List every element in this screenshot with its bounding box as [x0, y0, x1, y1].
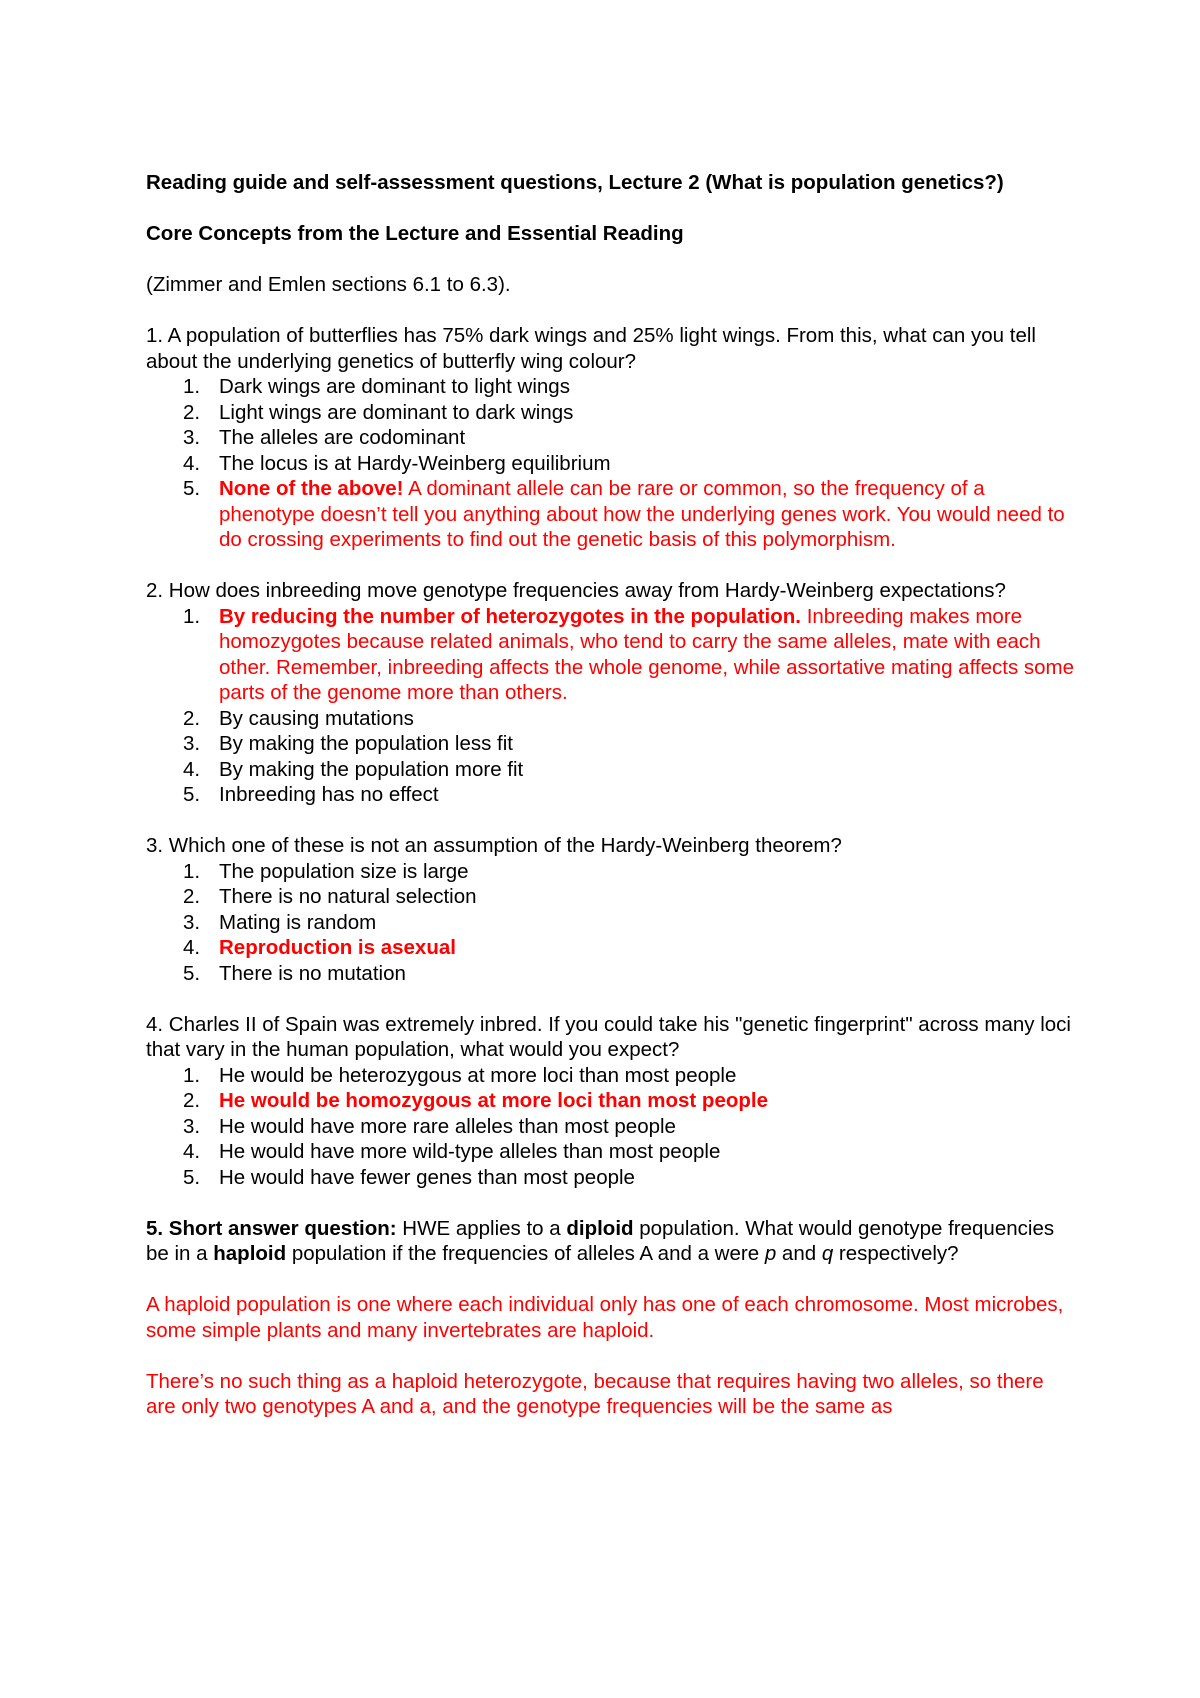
short-answer-prompt — [146, 1216, 1076, 1267]
option-text: By causing mutations — [219, 706, 414, 730]
option-item — [146, 400, 1076, 426]
option-number: 2. — [183, 885, 201, 908]
option-number: 3. — [183, 426, 201, 449]
option-text: He would be heterozygous at more loci than most people — [219, 1063, 737, 1087]
option-number: 4. — [183, 936, 201, 959]
option-item-correct — [146, 476, 1076, 553]
question-block — [146, 1012, 1076, 1191]
option-item-correct — [146, 604, 1076, 706]
variable-p: p — [764, 1242, 777, 1265]
option-list — [146, 1063, 1076, 1191]
answer-paragraph: A haploid population is one where each individual only has one of each chromosome. Most microbes, some simple plants and many invertebrates are haploid. — [146, 1293, 1064, 1342]
correct-answer-label: None of the above! — [219, 477, 404, 500]
option-item — [146, 757, 1076, 783]
option-number: 4. — [183, 1140, 201, 1163]
question-prompt: 3. Which one of these is not an assumption of the Hardy-Weinberg theorem? — [146, 834, 842, 857]
short-answer-block — [146, 1216, 1076, 1420]
option-number: 4. — [183, 757, 201, 781]
option-item — [146, 910, 1076, 936]
term-diploid: diploid — [566, 1216, 634, 1240]
option-text: He would have more rare alleles than most people — [219, 1114, 676, 1138]
option-text: Inbreeding has no effect — [219, 783, 439, 806]
option-item — [146, 782, 1076, 808]
option-item-correct — [146, 935, 1076, 961]
correct-answer-label: He would be homozygous at more loci than most people — [219, 1089, 768, 1112]
option-item — [146, 884, 1076, 910]
option-number: 5. — [183, 783, 201, 806]
option-item — [146, 859, 1076, 885]
option-number: 1. — [183, 1063, 201, 1087]
short-answer-label: 5. Short answer question: — [146, 1216, 397, 1240]
reading-reference: (Zimmer and Emlen sections 6.1 to 6.3). — [146, 273, 511, 296]
question-prompt: 2. How does inbreeding move genotype frequencies away from Hardy-Weinberg expectations? — [146, 579, 1006, 602]
option-item — [146, 451, 1076, 477]
option-text: There is no mutation — [219, 961, 406, 985]
option-text: By making the population less fit — [219, 732, 513, 755]
option-number: 4. — [183, 451, 201, 475]
option-number: 5. — [183, 961, 201, 985]
option-number: 1. — [183, 859, 201, 883]
document-page — [146, 170, 1076, 1420]
option-number: 2. — [183, 1089, 201, 1112]
term-haploid: haploid — [213, 1242, 287, 1265]
option-number: 3. — [183, 732, 201, 755]
option-item — [146, 706, 1076, 732]
option-text: The alleles are codominant — [219, 426, 466, 449]
option-text: There is no natural selection — [219, 885, 477, 908]
option-list — [146, 859, 1076, 987]
prompt-text: population. What would genotype frequencies be in a — [146, 1216, 1055, 1265]
question-prompt: 4. Charles II of Spain was extremely inbred. If you could take his "genetic fingerprint" across many loci that vary in the human population, what would you expect? — [146, 1012, 1071, 1061]
answer-explanation: Inbreeding makes more homozygotes because related animals, who tend to carry the same alleles, mate with each other. Remember, inbreeding affects the whole genome, while assortative mating affects some parts of the genome more than others. — [219, 604, 1075, 704]
option-item — [146, 731, 1076, 757]
option-text: Dark wings are dominant to light wings — [219, 375, 570, 398]
option-item — [146, 1063, 1076, 1089]
option-text: He would have fewer genes than most people — [219, 1165, 635, 1189]
document-title: Reading guide and self-assessment questions, Lecture 2 (What is population genetics?) — [146, 171, 1004, 194]
option-number: 2. — [183, 400, 201, 424]
option-list — [146, 374, 1076, 553]
correct-answer-label: Reproduction is asexual — [219, 936, 456, 959]
option-item — [146, 374, 1076, 400]
question-block — [146, 323, 1076, 553]
question-block — [146, 578, 1076, 808]
option-number: 3. — [183, 1114, 201, 1138]
question-prompt: 1. A population of butterflies has 75% dark wings and 25% light wings. From this, what can you tell about the underlying genetics of butterfly wing colour? — [146, 324, 1036, 373]
option-item-correct — [146, 1088, 1076, 1114]
option-item — [146, 1139, 1076, 1165]
answer-explanation: A dominant allele can be rare or common, so the frequency of a phenotype doesn’t tell you anything about how the underlying genes work. You would need to do crossing experiments to find out the genetic basis of this polymorphism. — [219, 477, 1065, 551]
answer-paragraph: There’s no such thing as a haploid heterozygote, because that requires having two alleles, so there are only two genotypes A and a, and the genotype frequencies will be the same as — [146, 1369, 1044, 1418]
option-number: 1. — [183, 604, 201, 628]
option-text: Light wings are dominant to dark wings — [219, 400, 574, 424]
option-text: The population size is large — [219, 859, 469, 883]
option-list — [146, 604, 1076, 808]
option-text: The locus is at Hardy-Weinberg equilibrium — [219, 451, 611, 475]
option-item — [146, 961, 1076, 987]
option-number: 2. — [183, 706, 201, 730]
section-heading: Core Concepts from the Lecture and Essential Reading — [146, 222, 684, 245]
option-text: By making the population more fit — [219, 757, 524, 781]
option-item — [146, 1165, 1076, 1191]
option-item — [146, 425, 1076, 451]
prompt-text: HWE applies to a — [396, 1216, 567, 1240]
option-number: 5. — [183, 1165, 201, 1189]
option-number: 3. — [183, 910, 201, 934]
question-block — [146, 833, 1076, 986]
option-text: Mating is random — [219, 910, 377, 934]
option-item — [146, 1114, 1076, 1140]
prompt-text: and — [776, 1242, 822, 1265]
prompt-text: respectively? — [833, 1242, 959, 1265]
option-number: 5. — [183, 477, 201, 500]
option-number: 1. — [183, 375, 201, 398]
variable-q: q — [821, 1242, 834, 1265]
option-text: He would have more wild-type alleles than most people — [219, 1140, 721, 1163]
correct-answer-label: By reducing the number of heterozygotes in the population. — [219, 604, 801, 628]
prompt-text: population if the frequencies of alleles A and a were — [286, 1242, 765, 1265]
